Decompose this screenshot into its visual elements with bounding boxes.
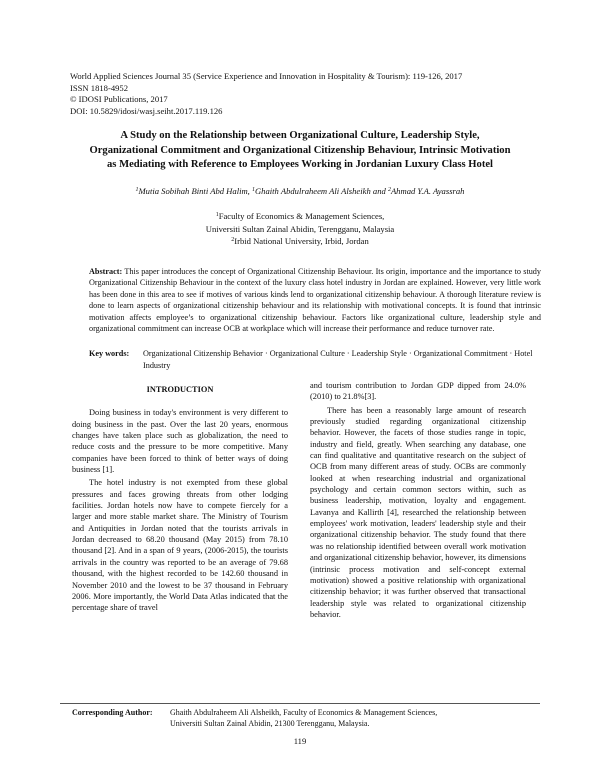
keywords <box>89 348 541 371</box>
affiliation-text: Faculty of Economics & Management Sciences, <box>218 211 385 221</box>
keywords-text: Organizational Citizenship Behavior · Organizational Culture · Leadership Style · Organizational Commitment · Hotel Industry <box>143 349 533 370</box>
affiliation-line <box>60 223 540 236</box>
author-name: Ghaith Abdulraheem Ali Alsheikh <box>254 186 371 196</box>
affiliation-marker: 2 <box>231 237 235 243</box>
corresponding-author-line: Ghaith Abdulraheem Ali Alsheikh, Faculty of Economics & Management Sciences, <box>170 708 438 717</box>
author-affiliation-marker: 1 <box>135 187 139 193</box>
footnote-divider <box>60 703 540 704</box>
body-paragraph: The hotel industry is not exempted from these global pressures and faces growing threats from other lodging facilities. Jordan hotels now have to compete fiercely for a larger and more stable market share. The Ministry of Tourism and Antiquities in Jordan noted that the tourists arrivals in Jordan decreased to 68.20 thousand (May 2015) from 78.10 thousand [2]. And in a span of 9 years, (2006-2015), the tourists arrivals in the country was reported to be an average of 79.68 thousand, with the highest recorded to be 142.60 thousand in November 2010 and the lowest to be 37 thousand in February 2006. More importantly, the World Data Atlas indicated that the percentage share of travel <box>72 478 288 613</box>
body-paragraph: Doing business in today's environment is very different to doing business in the past. Over the last 20 years, enormous changes have taken place such as globalization, the need to reduce costs and the pressure to be more competitive. Many companies have been forced to think of better ways of doing business [1]. <box>72 408 288 475</box>
abstract <box>89 266 541 334</box>
author-name: Ahmad Y.A. Ayassrah <box>390 186 465 196</box>
left-column <box>72 384 288 616</box>
abstract-text: This paper introduces the concept of Organizational Citizenship Behaviour. Its origin, importance and the importance to study Organizational Citizenship Behaviour in the context of the luxury class hotel industry in Jordan are explained. However, very little work has been done in this area to see if motives of various kinds lend to organizational citizenship behaviour. A thorough literature review is done to learn aspects of organizational citizenship behaviour and its relationship with motivational concepts. It is found that intrinsic motivation affects employee’s to organizational citizenship behaviour. Factors like organizational culture, leadership style and organizational commitment can increase OCB at workplace which will increase their performance and reduce turnover rate. <box>89 267 541 334</box>
right-column <box>310 380 526 622</box>
journal-line: World Applied Sciences Journal 35 (Service Experience and Innovation in Hospitality & Tourism): 119-126, 2017 <box>70 71 463 81</box>
author-affiliation-marker: 2 <box>387 187 391 193</box>
corresponding-author-note <box>72 708 542 729</box>
affiliation-list <box>60 210 540 248</box>
affiliation-marker: 1 <box>215 212 219 218</box>
author-affiliation-marker: 1 <box>251 187 255 193</box>
affiliation-text: Universiti Sultan Zainal Abidin, Terengganu, Malaysia <box>205 223 395 234</box>
corresponding-author-line: Universiti Sultan Zainal Abidin, 21300 Terengganu, Malaysia. <box>170 718 370 728</box>
title-line: as Mediating with Reference to Employees Working in Jordanian Luxury Class Hotel <box>107 159 493 170</box>
affiliation-line <box>60 210 540 223</box>
title-line: Organizational Commitment and Organizational Citizenship Behaviour, Intrinsic Motivation <box>89 144 511 156</box>
section-heading: INTRODUCTION <box>146 385 214 394</box>
paper-title <box>60 129 540 173</box>
author-list <box>60 186 540 196</box>
corresponding-author-label: Corresponding Author: <box>72 708 153 717</box>
corresponding-author-text <box>170 708 530 729</box>
body-paragraph: There has been a reasonably large amount of research previously studied regarding organizational citizenship behavior. However, the facets of those studies range in topic, industry and field, greatly. When searching any database, one can find qualitative and quantitative research on the subject of OCB from many different areas of study. OCBs are commonly looked at when researching industrial and organizational psychology and certain common sectors within, such as business leadership, motivation, loyalty and engagement. Lavanya and Kallirth [4], researched the relationship between employees' work motivation, leaders' leadership style and their organizational citizenship behavior. The study found that there was no relationship identified between overall work motivation and organizational citizenship behavior, however, its dimensions (intrinsic process motivation and self-concept external motivation) showed a positive relationship with organizational citizenship behavior; it was further observed that transactional leadership style was related to organizational citizenship behavior. <box>310 405 526 619</box>
author-separator: and <box>370 186 388 196</box>
body-paragraph: and tourism contribution to Jordan GDP dipped from 24.0% (2010) to 21.8%[3]. <box>310 381 526 402</box>
doi-line[interactable]: DOI: 10.5829/idosi/wasj.seiht.2017.119.126 <box>70 105 223 116</box>
abstract-label: Abstract: <box>89 267 123 276</box>
affiliation-text: Irbid National University, Irbid, Jordan <box>234 236 369 246</box>
journal-header <box>70 71 540 117</box>
copyright-line: © IDOSI Publications, 2017 <box>70 94 168 105</box>
author-name: Mutia Sobihah Binti Abd Halim, <box>138 186 252 196</box>
title-line: A Study on the Relationship between Organizational Culture, Leadership Style, <box>120 130 480 141</box>
page-number: 119 <box>293 736 307 746</box>
issn-line: ISSN 1818-4952 <box>70 82 129 93</box>
affiliation-line <box>60 235 540 248</box>
keywords-label: Key words: <box>89 349 130 358</box>
